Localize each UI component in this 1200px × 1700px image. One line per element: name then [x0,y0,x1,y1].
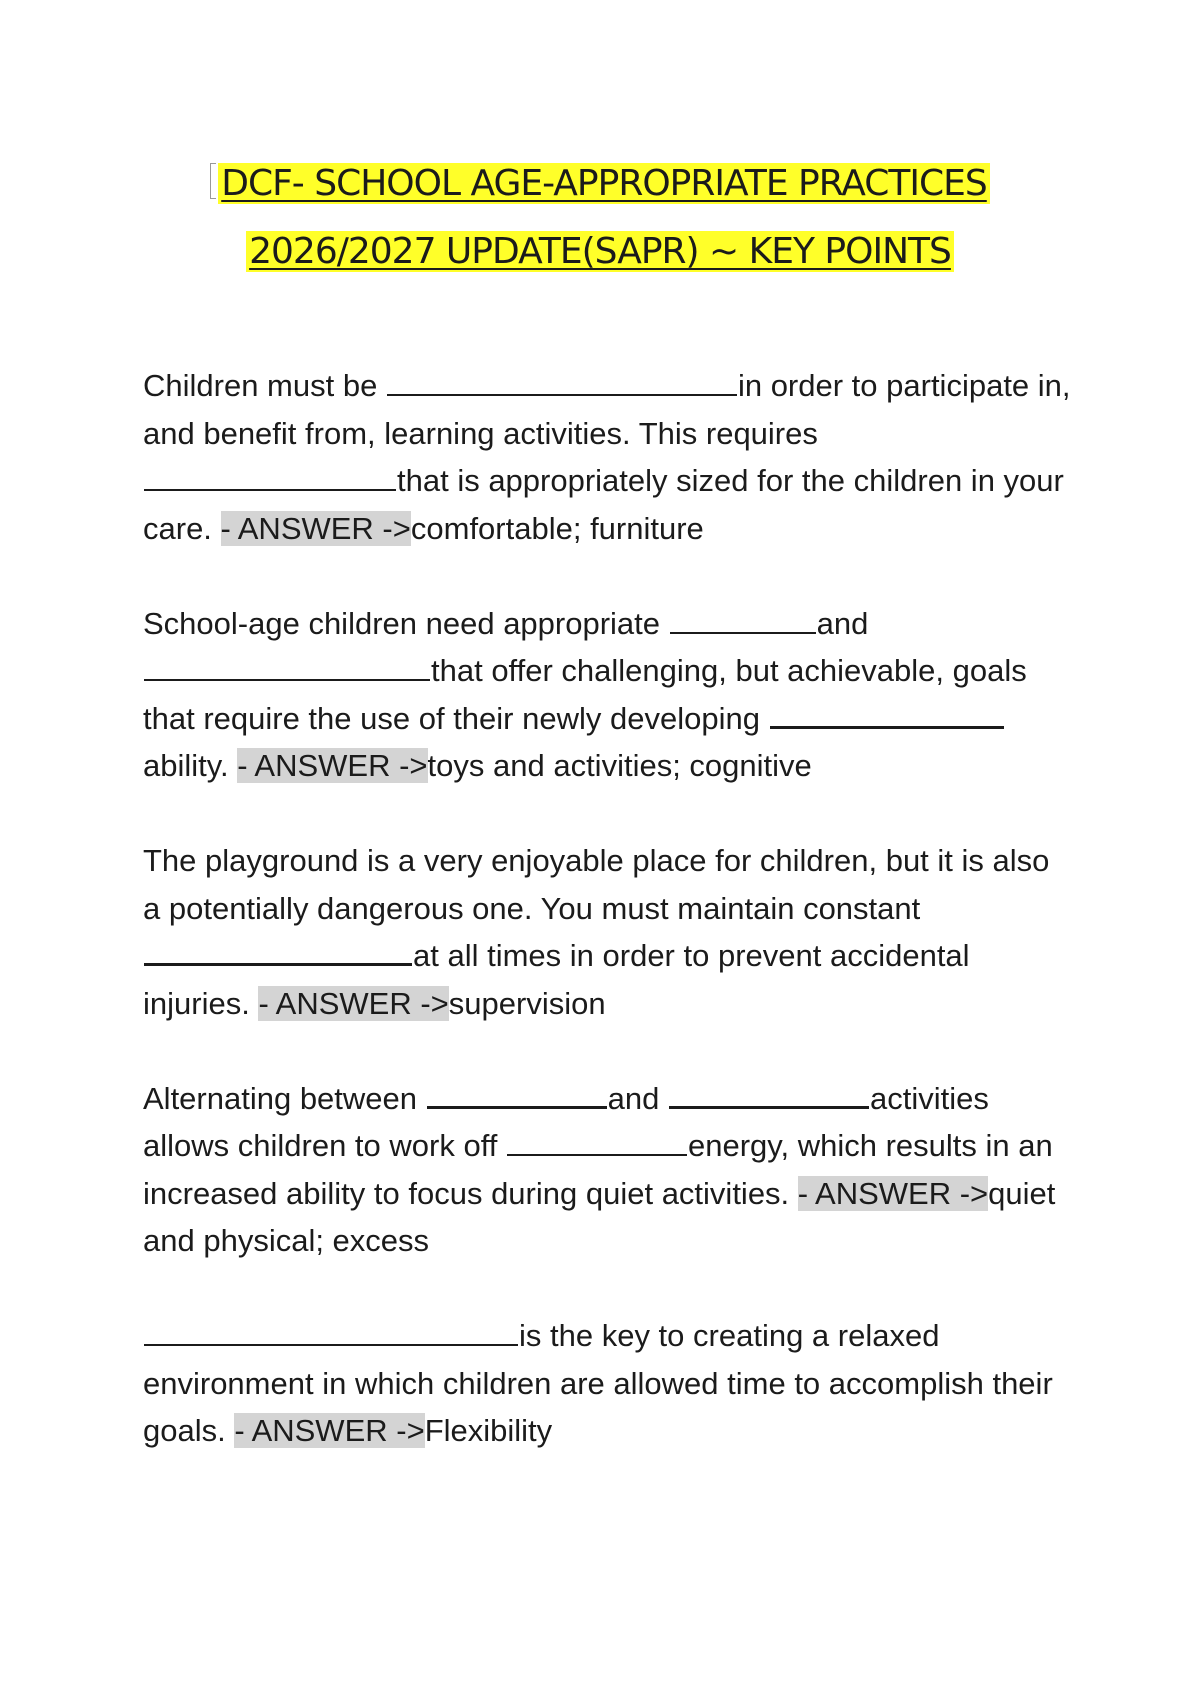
answer-blank [144,1343,518,1346]
answer-text: quiet and physical; excess [143,1175,1056,1258]
answer-blank [507,1153,687,1156]
question-text: School-age children need appropriate [143,605,669,641]
question-text: energy, which results in an increased ability to focus during quiet activities. [143,1128,1053,1211]
answer-blank [144,678,430,681]
answer-text: comfortable; furniture [410,510,704,546]
answer-label: - ANSWER -> [234,1413,425,1448]
answer-blank [670,631,816,634]
question-item [143,837,1073,1027]
question-item [143,362,1073,552]
document-title [0,150,1200,286]
question-text: is the key to creating a relaxed environment in which children are allowed time to accomplish their goals. [143,1318,1053,1448]
answer-blank [770,725,1004,729]
answer-label: - ANSWER -> [220,510,411,546]
title-line-1-text: DCF- SCHOOL AGE-APPROPRIATE PRACTICES [218,163,990,204]
answer-label: - ANSWER -> [237,748,428,783]
insertion-mark [210,163,216,199]
answer-text: Flexibility [424,1413,553,1448]
answer-label: - ANSWER -> [258,985,449,1021]
question-item [143,1075,1073,1265]
answer-blank [144,488,396,491]
answer-text: supervision [448,985,606,1021]
question-text: The playground is a very enjoyable place for children, but it is also a potentially dangerous one. You must maintain constant [143,843,1050,926]
question-text: and [607,1080,668,1116]
question-text: in order to participate in, and benefit from, learning activities. This requires [143,368,1071,451]
title-line-1 [0,150,1200,218]
answer-blank [144,962,412,966]
answer-blank [427,1105,607,1109]
question-text: at all times in order to prevent accidental injuries. [143,938,970,1021]
answer-label: - ANSWER -> [797,1175,989,1211]
question-list [143,362,1073,1455]
question-text: Alternating between [143,1080,426,1116]
question-text: ability. [143,748,238,783]
question-item [143,1312,1073,1455]
question-text: that offer challenging, but achievable, goals that require the use of their newly developing [143,653,1027,736]
question-item [143,600,1073,790]
answer-blank [387,393,737,396]
question-text: that is appropriately sized for the children in your care. [143,463,1064,546]
question-text: Children must be [143,368,386,403]
answer-blank [669,1105,869,1109]
answer-text: toys and activities; cognitive [427,748,812,783]
question-text: and [816,605,869,641]
question-text: activities allows children to work off [143,1080,989,1163]
title-line-2 [0,218,1200,286]
title-line-2-text: 2026/2027 UPDATE(SAPR) ~ KEY POINTS [246,231,954,272]
